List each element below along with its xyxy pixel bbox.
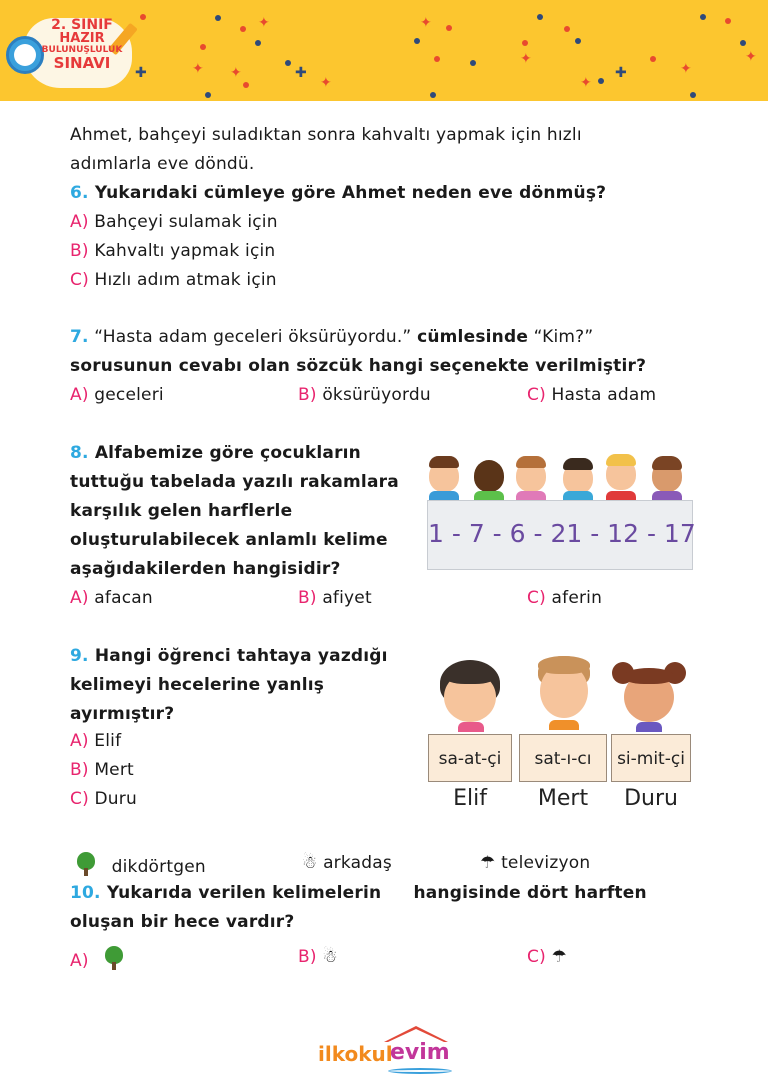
question-number: 7. (70, 327, 89, 347)
q9-option-c[interactable]: C) Duru (70, 789, 137, 809)
question-8-line: aşağıdakilerden hangisidir? (70, 559, 341, 579)
q6-option-b[interactable]: B) Kahvaltı yapmak için (70, 241, 276, 261)
q7-option-a[interactable]: A) geceleri (70, 385, 164, 405)
question-6 (70, 182, 606, 204)
question-text: Yukarıdaki cümleye göre Ahmet neden eve dönmüş? (94, 183, 607, 203)
header-banner: ✦ ✦ ✦ ✚ ✦ ✦ ✦ ✚ ✦ ✦ ✦ ✚ 2. SINIF HAZIR BULUNUŞLULUK SINAVI (0, 0, 768, 101)
q8-option-c[interactable]: C) aferin (527, 588, 603, 608)
question-7: 7. “Hasta adam geceleri öksürüyordu.” cümlesinde “Kim?” (70, 327, 594, 347)
footer-logo: ilkokul evim (318, 1024, 450, 1080)
q9-option-a[interactable]: A) Elif (70, 731, 122, 751)
umbrella-icon: ☂ (480, 853, 496, 873)
q10-word-3: ☂ televizyon (480, 853, 591, 873)
student-card-mert: sat-ı-cı (519, 734, 607, 782)
student-card-duru: si-mit-çi (611, 734, 691, 782)
question-8-line: oluşturulabilecek anlamlı kelime (70, 530, 388, 550)
q10-word-2: ☃ arkadaş (302, 853, 392, 873)
snowman-icon: ☃ (302, 853, 318, 873)
q10-option-c[interactable]: C) ☂ (527, 947, 567, 967)
question-9: 9. Hangi öğrenci tahtaya yazdığı (70, 646, 388, 666)
q8-option-b[interactable]: B) afiyet (298, 588, 372, 608)
q9-option-b[interactable]: B) Mert (70, 760, 134, 780)
q8-option-a[interactable]: A) afacan (70, 588, 153, 608)
student-name-mert: Mert (537, 786, 589, 811)
snowman-icon: ☃ (322, 947, 338, 967)
q6-option-c[interactable]: C) Hızlı adım atmak için (70, 270, 277, 290)
question-number: 10. (70, 883, 101, 903)
intro-line-1: Ahmet, bahçeyi suladıktan sonra kahvaltı yapmak için hızlı (70, 125, 582, 145)
question-10-line-2: oluşan bir hece vardır? (70, 912, 295, 932)
question-8: 8. Alfabemize göre çocukların (70, 443, 361, 463)
student-name-duru: Duru (624, 786, 678, 811)
number-board (427, 500, 696, 570)
q6-option-a[interactable]: A) Bahçeyi sulamak için (70, 212, 278, 232)
question-9-line: kelimeyi hecelerine yanlış (70, 675, 325, 695)
q7-option-c[interactable]: C) Hasta adam (527, 385, 657, 405)
umbrella-icon: ☂ (551, 947, 567, 967)
question-7-line-2: sorusunun cevabı olan sözcük hangi seçenekte verilmiştir? (70, 356, 647, 376)
child-figure (474, 460, 504, 492)
exam-title: 2. SINIF HAZIR BULUNUŞLULUK SINAVI (41, 17, 123, 72)
tree-icon (76, 852, 96, 876)
student-name-elif: Elif (453, 786, 487, 811)
question-number: 8. (70, 443, 89, 463)
question-8-line: tuttuğu tabelada yazılı rakamlara (70, 472, 399, 492)
student-card-elif: sa-at-çi (428, 734, 512, 782)
question-number: 6. (70, 183, 89, 203)
intro-line-2: adımlarla eve döndü. (70, 154, 255, 174)
tree-icon (104, 946, 124, 970)
question-8-line: karşılık gelen harflerle (70, 501, 293, 521)
question-number: 9. (70, 646, 89, 666)
question-9-line: ayırmıştır? (70, 704, 175, 724)
q10-option-a[interactable]: A) (70, 946, 124, 972)
q7-option-b[interactable]: B) öksürüyordu (298, 385, 431, 405)
board-numbers: 1 - 7 - 6 - 21 - 12 - 17 (428, 519, 696, 548)
book-icon (388, 1068, 452, 1074)
question-10: 10. Yukarıda verilen kelimelerin hangisinde dört harften (70, 883, 647, 903)
q10-option-b[interactable]: B) ☃ (298, 947, 338, 967)
q10-word-1: dikdörtgen (76, 852, 206, 878)
